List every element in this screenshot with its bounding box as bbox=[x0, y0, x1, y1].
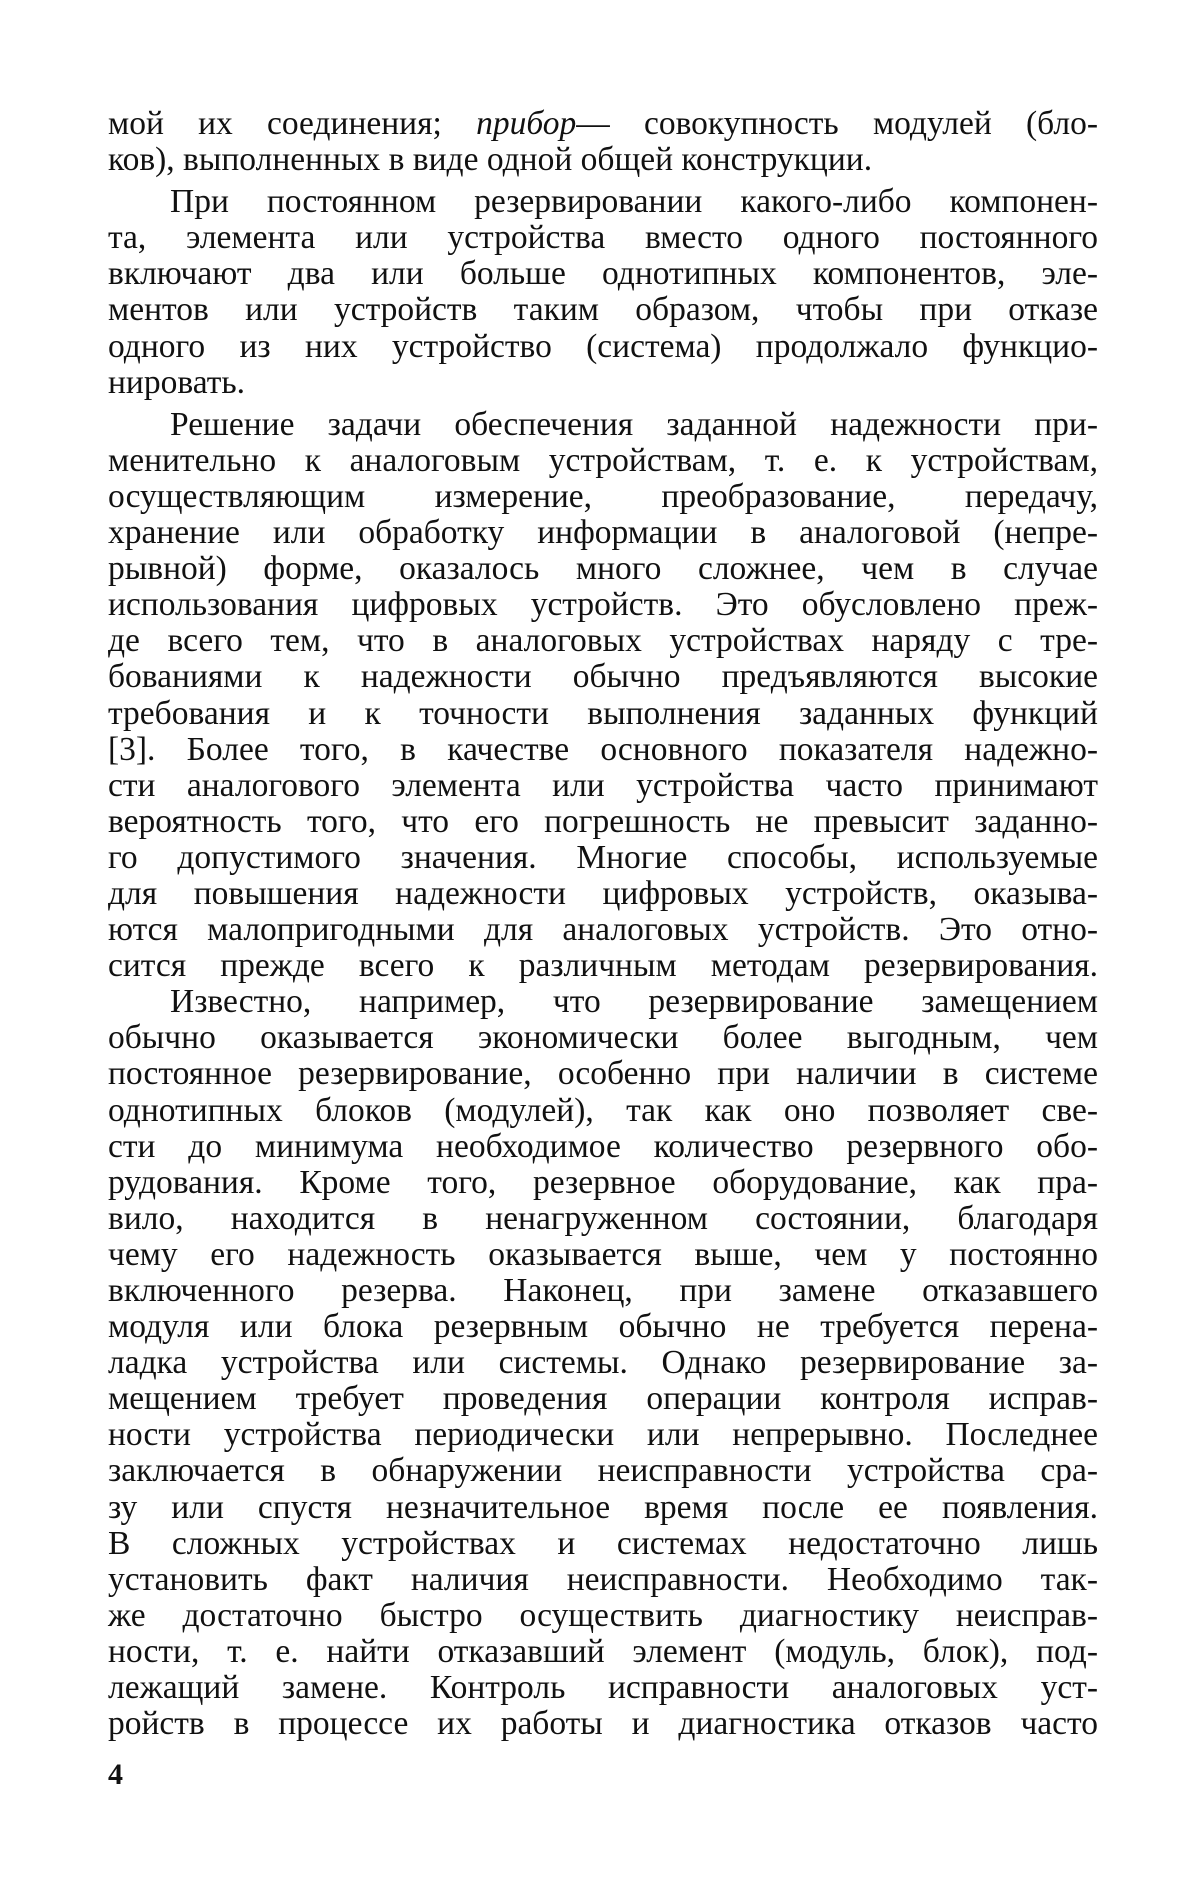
text-line: использования цифровых устройств. Это обусловлено преж- bbox=[108, 586, 1098, 624]
text-line: ков), выполненных в виде одной общей конструкции. bbox=[108, 141, 873, 179]
text-line: постоянное резервирование, особенно при наличии в системе bbox=[108, 1055, 1098, 1093]
text-line: рывной) форме, оказалось много сложнее, чем в случае bbox=[108, 550, 1098, 588]
text-line: модуля или блока резервным обычно не требуется перена- bbox=[108, 1308, 1098, 1346]
text-line: ности устройства периодически или непрерывно. Последнее bbox=[108, 1416, 1098, 1454]
text-line: ментов или устройств таким образом, чтобы при отказе bbox=[108, 291, 1098, 329]
text-line: При постоянном резервировании какого-либо компонен- bbox=[170, 183, 1098, 221]
text-line: обычно оказывается экономически более выгодным, чем bbox=[108, 1019, 1098, 1057]
text-line: та, элемента или устройства вместо одного постоянного bbox=[108, 219, 1098, 257]
text-line: одного из них устройство (система) продолжало функцио- bbox=[108, 327, 1098, 365]
text-line: нировать. bbox=[108, 363, 246, 401]
text-line: сится прежде всего к различным методам резервирования. bbox=[108, 947, 1098, 985]
text-line: рудования. Кроме того, резервное оборудование, как пра- bbox=[108, 1163, 1098, 1201]
paragraph bbox=[108, 184, 1098, 401]
text-line: заключается в обнаружении неисправности устройства сра- bbox=[108, 1452, 1098, 1490]
text-line: мой их соединения; прибор— совокупность модулей (бло- bbox=[108, 105, 1098, 142]
text-line: [3]. Более того, в качестве основного показателя надежно- bbox=[108, 730, 1098, 768]
text-line: ности, т. е. найти отказавший элемент (модуль, блок), под- bbox=[108, 1632, 1098, 1670]
emphasis-term: прибор bbox=[476, 105, 577, 142]
text-line: де всего тем, что в аналоговых устройствах наряду с тре- bbox=[108, 622, 1098, 660]
text-line: вило, находится в ненагруженном состоянии, благодаря bbox=[108, 1199, 1098, 1237]
text-line: осуществляющим измерение, преобразование, передачу, bbox=[108, 477, 1098, 515]
text-line: требования и к точности выполнения заданных функций bbox=[108, 694, 1098, 732]
text-line: го допустимого значения. Многие способы, используемые bbox=[108, 838, 1098, 876]
text-line: мещением требует проведения операции контроля исправ- bbox=[108, 1380, 1098, 1418]
text-line: Решение задачи обеспечения заданной надежности при- bbox=[170, 405, 1098, 443]
text-line: Известно, например, что резервирование замещением bbox=[170, 983, 1098, 1021]
paragraph bbox=[108, 407, 1098, 985]
text-line: включают два или больше однотипных компонентов, эле- bbox=[108, 255, 1098, 293]
text-line: сти аналогового элемента или устройства часто принимают bbox=[108, 766, 1098, 804]
text-line: менительно к аналоговым устройствам, т. е. к устройствам, bbox=[108, 441, 1098, 479]
text-line: для повышения надежности цифровых устройств, оказыва- bbox=[108, 874, 1098, 912]
text-line: зу или спустя незначительное время после ее появления. bbox=[108, 1488, 1098, 1526]
text-line: бованиями к надежности обычно предъявляются высокие bbox=[108, 658, 1098, 696]
text-line: же достаточно быстро осуществить диагностику неисправ- bbox=[108, 1596, 1098, 1634]
body-text bbox=[108, 106, 1098, 1742]
text-line: чему его надежность оказывается выше, чем у постоянно bbox=[108, 1235, 1098, 1273]
text-line: лежащий замене. Контроль исправности аналоговых уст- bbox=[108, 1669, 1098, 1707]
text-line: однотипных блоков (модулей), так как оно позволяет све- bbox=[108, 1091, 1098, 1129]
text-line: включенного резерва. Наконец, при замене отказавшего bbox=[108, 1272, 1098, 1309]
text-line: установить факт наличия неисправности. Необходимо так- bbox=[108, 1560, 1098, 1598]
text-line: сти до минимума необходимое количество резервного обо- bbox=[108, 1127, 1098, 1165]
text-line: ладка устройства или системы. Однако резервирование за- bbox=[108, 1344, 1098, 1382]
page-number: 4 bbox=[108, 1758, 123, 1791]
text-line: хранение или обработку информации в аналоговой (непре- bbox=[108, 514, 1098, 552]
text-line: В сложных устройствах и системах недостаточно лишь bbox=[108, 1524, 1098, 1562]
text-line: ройств в процессе их работы и диагностика отказов часто bbox=[108, 1705, 1098, 1743]
text-line: ются малопригодными для аналоговых устройств. Это отно- bbox=[108, 911, 1098, 949]
paragraph bbox=[108, 984, 1098, 1742]
paragraph bbox=[108, 106, 1098, 178]
text-line: вероятность того, что его погрешность не превысит заданно- bbox=[108, 802, 1098, 840]
